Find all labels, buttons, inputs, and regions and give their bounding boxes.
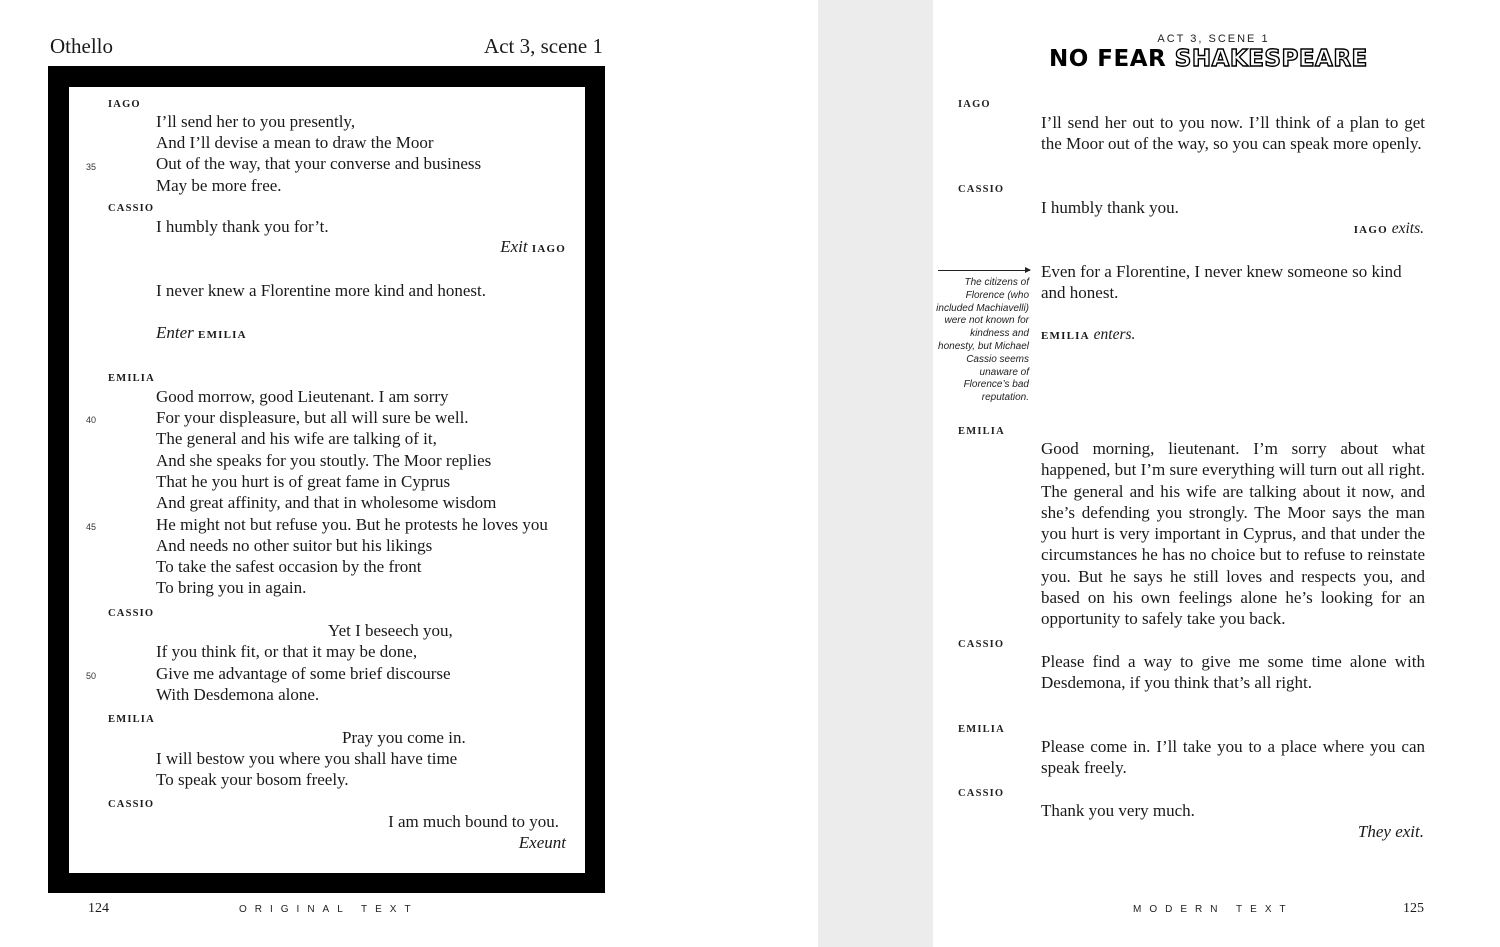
line-number: 45 bbox=[86, 522, 97, 532]
verse-line: And she speaks for you stoutly. The Moor replies bbox=[156, 451, 492, 470]
speaker-name: CASSIO bbox=[108, 608, 155, 619]
verse-line: May be more free. bbox=[156, 176, 282, 195]
modern-text-paragraph: Please find a way to give me some time alone with Desdemona, if you think that’s all right. bbox=[1041, 652, 1425, 693]
verse-line: With Desdemona alone. bbox=[156, 685, 320, 704]
speaker-name: CASSIO bbox=[108, 799, 155, 810]
verse-line: To take the safest occasion by the front bbox=[156, 557, 422, 576]
modern-text-paragraph: Thank you very much. bbox=[1041, 801, 1195, 820]
verse-line: That he you hurt is of great fame in Cyprus bbox=[156, 472, 451, 491]
verse-line: I’ll send her to you presently, bbox=[156, 112, 356, 131]
speaker-name: CASSIO bbox=[958, 184, 1005, 195]
speaker-name: IAGO bbox=[958, 99, 991, 110]
verse-line: Give me advantage of some brief discourse bbox=[156, 664, 451, 683]
stage-direction: They exit. bbox=[1357, 822, 1424, 841]
modern-text-paragraph: I’ll send her out to you now. I’ll think of a plan to get the Moor out of the way, so you can speak more openly. bbox=[1041, 113, 1425, 154]
verse-line: He might not but refuse you. But he protests he loves you bbox=[156, 515, 548, 534]
speaker-name: CASSIO bbox=[958, 788, 1005, 799]
line-number: 35 bbox=[86, 162, 97, 172]
stage-direction: IAGO exits. bbox=[1353, 220, 1424, 237]
page-number: 124 bbox=[88, 901, 109, 916]
verse-line: To speak your bosom freely. bbox=[156, 770, 349, 789]
line-number: 50 bbox=[86, 671, 97, 681]
stage-direction: EMILIA enters. bbox=[1041, 326, 1136, 343]
modern-text-paragraph: Good morning, lieutenant. I’m sorry about what happened, but I’m sure everything will turn out all right. The general and his wife are talking about it now, and she’s defending you strongly. The Moor says the man you hurt is very important in Cyprus, and that under the circumstances he has no choice but to refuse to reinstate you. But he says he still loves and respects you, and based on his own feelings alone he’s looking for an opportunity to safely take you back. bbox=[1041, 439, 1425, 629]
verse-line: For your displeasure, but all will sure be well. bbox=[156, 408, 469, 427]
running-act: Act 3, scene 1 bbox=[484, 34, 603, 58]
book-gutter bbox=[818, 0, 933, 947]
verse-line: If you think fit, or that it may be done, bbox=[156, 642, 418, 661]
verse-line: The general and his wife are talking of it, bbox=[156, 429, 437, 448]
page-number: 125 bbox=[1403, 901, 1424, 916]
verse-line: Good morrow, good Lieutenant. I am sorry bbox=[156, 387, 449, 406]
verse-line: I never knew a Florentine more kind and honest. bbox=[156, 281, 486, 300]
modern-text-paragraph: I humbly thank you. bbox=[1041, 198, 1179, 217]
footer-label: MODERN TEXT bbox=[1133, 904, 1294, 915]
original-text-frame bbox=[48, 66, 605, 893]
modern-text-paragraph: Even for a Florentine, I never knew someone so kind and honest. bbox=[1041, 262, 1402, 303]
verse-line: To bring you in again. bbox=[156, 578, 307, 597]
act-scene-label: ACT 3, SCENE 1 bbox=[1157, 33, 1270, 45]
verse-line: Pray you come in. bbox=[342, 728, 466, 747]
verse-line: I humbly thank you for’t. bbox=[156, 217, 329, 236]
footer-label: ORIGINAL TEXT bbox=[239, 904, 419, 915]
verse-line: And great affinity, and that in wholesome wisdom bbox=[156, 493, 497, 512]
verse-line: I will bestow you where you shall have time bbox=[156, 749, 458, 768]
stage-direction: Exeunt bbox=[518, 833, 566, 852]
verse-line: Yet I beseech you, bbox=[328, 621, 453, 640]
speaker-name: CASSIO bbox=[958, 639, 1005, 650]
original-text-panel bbox=[69, 87, 585, 873]
verse-line: And I’ll devise a mean to draw the Moor bbox=[156, 133, 434, 152]
speaker-name: EMILIA bbox=[108, 373, 155, 384]
stage-direction: Enter EMILIA bbox=[156, 323, 247, 342]
speaker-name: EMILIA bbox=[958, 724, 1005, 735]
modern-text-paragraph: Please come in. I’ll take you to a place where you can speak freely. bbox=[1041, 737, 1425, 778]
verse-line: I am much bound to you. bbox=[388, 812, 559, 831]
verse-line: And needs no other suitor but his likings bbox=[156, 536, 433, 555]
speaker-name: EMILIA bbox=[958, 426, 1005, 437]
running-title: Othello bbox=[50, 34, 113, 58]
speaker-name: IAGO bbox=[108, 99, 141, 110]
speaker-name: CASSIO bbox=[108, 203, 155, 214]
no-fear-shakespeare-logo: NO FEAR SHAKESPEARE bbox=[1049, 46, 1368, 72]
annotation-arrow-icon bbox=[938, 270, 1030, 271]
margin-note: The citizens of Florence (who included Machiavelli) were not known for kindness and honesty, but Michael Cassio seems unaware of Florence’s bad reputation. bbox=[936, 277, 1029, 404]
stage-direction: Exit IAGO bbox=[500, 237, 566, 256]
verse-line: Out of the way, that your converse and business bbox=[156, 154, 482, 173]
line-number: 40 bbox=[86, 415, 97, 425]
speaker-name: EMILIA bbox=[108, 714, 155, 725]
